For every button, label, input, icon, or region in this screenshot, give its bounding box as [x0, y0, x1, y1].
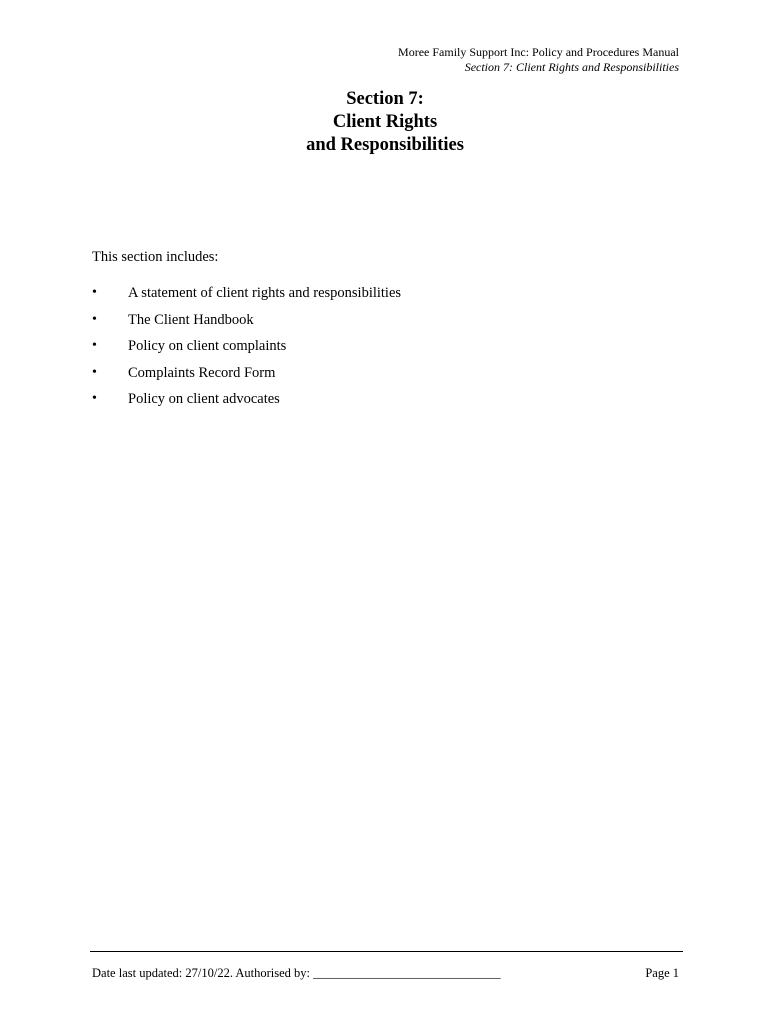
list-item	[92, 363, 401, 390]
section-title-line-3: and Responsibilities	[306, 135, 464, 155]
header-section-title: Section 7: Client Rights and Responsibilities	[464, 60, 679, 74]
footer-update-info: Date last updated: 27/10/22. Authorised by: ______________________________	[92, 966, 501, 980]
bullet-icon: •	[92, 391, 97, 406]
list-item	[92, 283, 401, 310]
header-manual-title: Moree Family Support Inc: Policy and Procedures Manual	[398, 45, 679, 59]
list-item	[92, 389, 401, 416]
section-title-line-2: Client Rights	[332, 112, 438, 132]
footer-divider	[90, 951, 683, 952]
list-item-text: Complaints Record Form	[128, 364, 276, 381]
list-item-text: Policy on client complaints	[128, 338, 287, 354]
list-item-text: The Client Handbook	[128, 311, 254, 328]
list-item-text: A statement of client rights and responsibilities	[128, 285, 402, 301]
list-item	[92, 310, 401, 337]
list-item	[92, 336, 401, 363]
section-title	[0, 88, 770, 157]
contents-list	[92, 283, 401, 416]
list-item-text: Policy on client advocates	[128, 391, 280, 407]
bullet-icon: •	[92, 338, 97, 353]
bullet-icon: •	[92, 285, 97, 300]
page-number: Page 1	[645, 966, 679, 980]
section-title-line-1: Section 7:	[346, 89, 424, 109]
intro-text: This section includes:	[92, 249, 219, 265]
page-header	[398, 45, 679, 75]
bullet-icon: •	[92, 364, 97, 380]
bullet-icon: •	[92, 311, 97, 327]
